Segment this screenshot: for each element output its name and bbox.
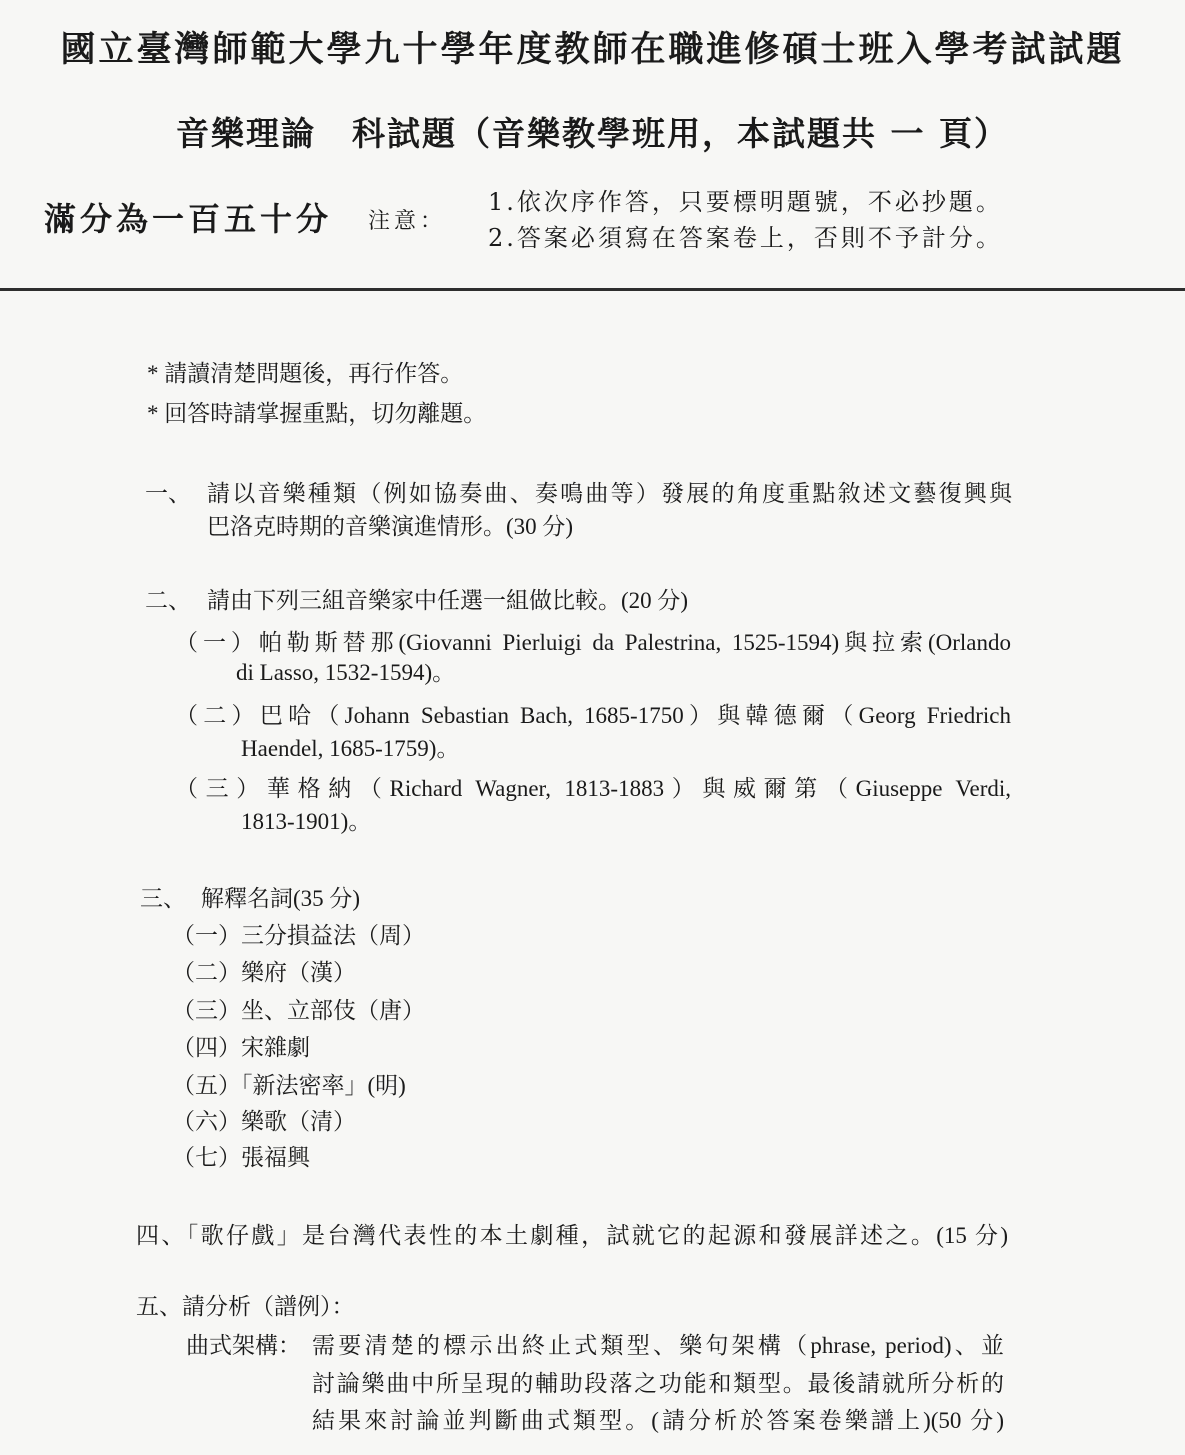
tip: * 請讀清楚問題後，再行作答。 (147, 361, 464, 386)
term-item: （七）張福興 (172, 1145, 310, 1170)
full-score: 滿分為一百五十分 (44, 200, 333, 238)
notice-item: 2.答案必須寫在答案卷上，否則不予計分。 (488, 224, 1003, 252)
notice-label: 注意： (368, 209, 447, 234)
question-2-number: 二、 (145, 588, 191, 613)
question-5-line: 結果來討論並判斷曲式類型。(請分析於答案卷樂譜上)(50 分) (312, 1408, 1004, 1433)
question-5-line: 需要清楚的標示出終止式類型、樂句架構（phrase, period)、並 (312, 1333, 1004, 1358)
tip: * 回答時請掌握重點，切勿離題。 (147, 401, 487, 426)
question-2-item-cont: Haendel, 1685-1759)。 (241, 736, 460, 761)
exam-title: 國立臺灣師範大學九十學年度教師在職進修碩士班入學考試試題 (60, 29, 1125, 70)
question-3-intro: 解釋名詞(35 分) (201, 886, 361, 911)
term-item: （五）「新法密率」(明) (172, 1073, 406, 1098)
question-2-intro: 請由下列三組音樂家中任選一組做比較。(20 分) (207, 588, 689, 613)
term-item: （三）坐、立部伎（唐） (172, 998, 425, 1023)
term-item: （四）宋雜劇 (172, 1035, 310, 1060)
subject-name: 音樂理論 (176, 114, 316, 153)
question-5-line: 討論樂曲中所呈現的輔助段落之功能和類型。最後請就所分析的 (312, 1371, 1004, 1396)
question-2-item: （三）華格納（Richard Wagner, 1813-1883）與威爾第（Giuseppe Verdi, (175, 776, 1011, 801)
notice-list (488, 184, 1003, 256)
question-4: 四、「歌仔戲」是台灣代表性的本土劇種，試就它的起源和發展詳述之。(15 分) (136, 1223, 1008, 1248)
question-2-item-cont: di Lasso, 1532-1594)。 (236, 660, 456, 685)
question-3-number: 三、 (140, 886, 186, 911)
term-item: （六）樂歌（清） (172, 1109, 356, 1134)
subtitle-rest: 科試題（音樂教學班用，本試題共 一 頁） (352, 114, 1009, 153)
question-1-number: 一、 (145, 481, 191, 506)
question-1-line: 請以音樂種類（例如協奏曲、奏鳴曲等）發展的角度重點敘述文藝復興與 (207, 481, 1012, 506)
question-2-item: （一）帕勒斯替那(Giovanni Pierluigi da Palestrina, 1525-1594)與拉索(Orlando (175, 630, 1011, 655)
term-item: （一）三分損益法（周） (172, 923, 425, 948)
question-1-line: 巴洛克時期的音樂演進情形。(30 分) (207, 514, 574, 539)
question-2-item: （二）巴哈（Johann Sebastian Bach, 1685-1750）與韓德爾（Georg Friedrich (175, 703, 1011, 728)
question-2-item-cont: 1813-1901)。 (241, 809, 372, 834)
question-5-intro: 五、請分析（譜例）： (136, 1294, 355, 1319)
exam-subtitle (0, 108, 1185, 155)
question-5-label: 曲式架構： (186, 1333, 301, 1358)
notice-item: 1.依次序作答，只要標明題號，不必抄題。 (488, 188, 1003, 216)
header-divider (0, 288, 1185, 291)
term-item: （二）樂府（漢） (172, 960, 356, 985)
